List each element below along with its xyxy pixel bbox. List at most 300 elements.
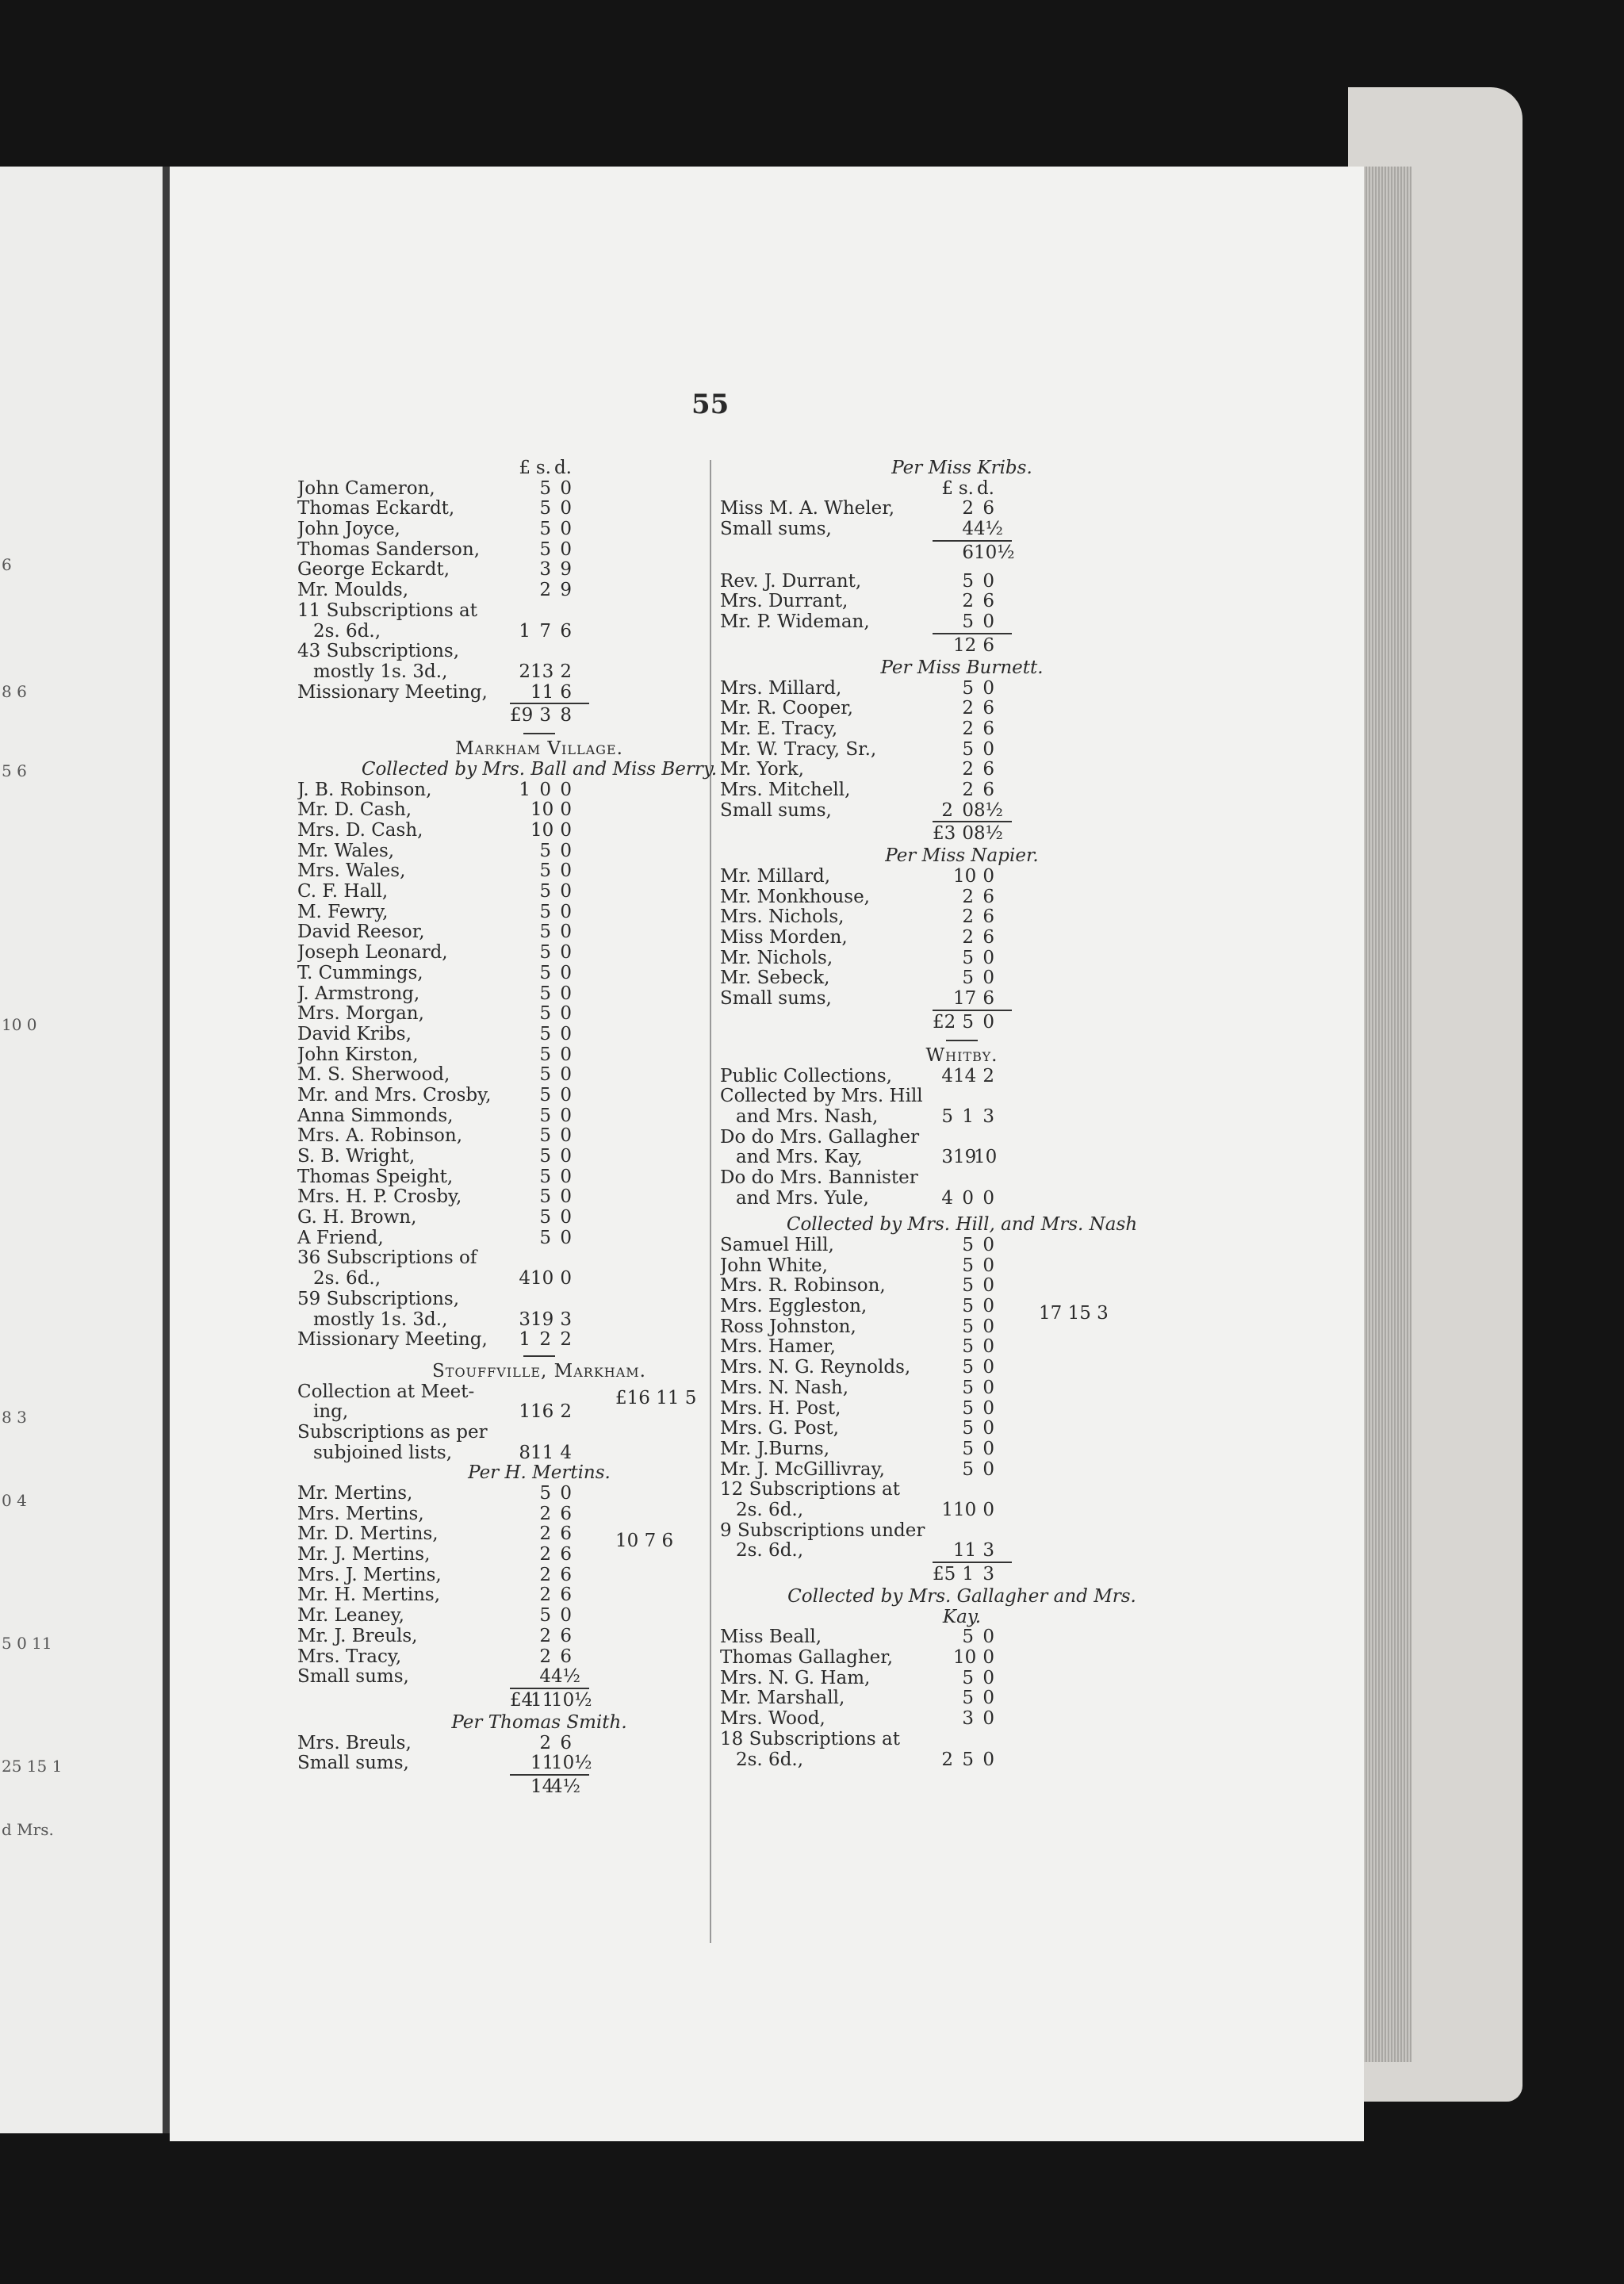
entry-pence: 0	[560, 519, 572, 540]
entry-shillings: 5	[962, 738, 974, 760]
entry-name: Mr. Mertins,	[297, 1484, 413, 1504]
entry-name: Mr. J. Mertins,	[297, 1545, 431, 1565]
entry-pence: 0	[560, 860, 572, 882]
table-row	[297, 1484, 781, 1504]
entry-name: 18 Subscriptions at	[720, 1729, 900, 1749]
table-row	[720, 1730, 1204, 1750]
entry-name: Joseph Leonard,	[297, 943, 448, 964]
mertins-total	[510, 1688, 592, 1713]
section-subheading: Per Miss Burnett.	[880, 657, 1044, 678]
table-row	[297, 1248, 781, 1269]
total-value: 6	[962, 542, 974, 563]
napier-total	[933, 1010, 1012, 1035]
entry-pence: 0	[982, 1316, 994, 1337]
entry-shillings: 5	[962, 1357, 974, 1378]
total-value: 4½	[551, 1776, 580, 1798]
entry-pence: 0	[560, 901, 572, 922]
table-row	[720, 679, 1204, 699]
entry-pence: 0	[560, 779, 572, 800]
left-column	[297, 458, 781, 1799]
table-row	[720, 948, 1204, 969]
entry-pence: 0	[982, 1647, 994, 1669]
entry-pence: 0	[982, 1499, 994, 1520]
entry-shillings: 5	[962, 1749, 974, 1770]
section-rule	[523, 733, 555, 734]
entry-name: T. Cummings,	[297, 963, 423, 983]
entry-name: J. B. Robinson,	[297, 780, 432, 800]
entry-name: C. F. Hall,	[297, 882, 389, 902]
table-row	[720, 1750, 1204, 1771]
entry-shillings: 19	[530, 1309, 554, 1330]
entry-shillings: 5	[962, 1255, 974, 1276]
entry-name: Mrs. G. Post,	[720, 1419, 839, 1439]
entry-shillings: 2	[962, 718, 974, 739]
entry-pence: 6	[982, 779, 994, 800]
table-row	[297, 902, 781, 923]
left-page-fragment: d Mrs.	[2, 1820, 54, 1839]
table-row	[297, 1423, 781, 1443]
entry-pence: 0	[560, 1084, 572, 1106]
table-row	[297, 800, 781, 821]
table-row	[297, 1524, 781, 1545]
table-row	[720, 719, 1204, 740]
entry-shillings: 5	[962, 611, 974, 633]
table-row	[297, 499, 781, 519]
entry-pence: 0	[560, 1105, 572, 1126]
total-value: 8	[560, 705, 572, 726]
entry-name: G. H. Brown,	[297, 1208, 417, 1228]
entry-pence: 6	[560, 1732, 572, 1753]
burnett-total	[933, 821, 1012, 846]
left-page-fragment: 6	[2, 555, 12, 574]
entry-name: Small sums,	[720, 989, 832, 1010]
table-row	[297, 540, 781, 561]
entry-shillings: 5	[539, 840, 551, 861]
entry-pounds: 3	[941, 1147, 953, 1168]
entry-pence: 9	[560, 580, 572, 601]
entry-pence: 0	[560, 1044, 572, 1065]
entry-name: Thomas Eckardt,	[297, 499, 455, 519]
table-row	[297, 1086, 781, 1106]
entry-pence: 0	[982, 1708, 994, 1730]
section-heading: Whitby.	[925, 1044, 998, 1066]
entry-shillings: 2	[962, 698, 974, 719]
entry-pence: 3	[982, 1540, 994, 1562]
smith-total	[510, 1774, 589, 1799]
entry-name: M. Fewry,	[297, 902, 389, 922]
total-value: 3	[982, 1564, 994, 1585]
entry-shillings: 2	[539, 1646, 551, 1667]
entry-name: Small sums,	[297, 1667, 409, 1688]
section-subheading: Collected by Mrs. Gallagher and Mrs.	[787, 1586, 1136, 1607]
entry-shillings: 2	[962, 927, 974, 948]
table-row	[297, 1753, 781, 1774]
table-row	[720, 1148, 1204, 1168]
table-row	[297, 1290, 781, 1310]
table-row	[720, 1688, 1204, 1709]
table-row	[720, 1669, 1204, 1689]
entry-pence: 0	[560, 983, 572, 1004]
entry-pence: 6	[982, 591, 994, 612]
entry-name: 59 Subscriptions,	[297, 1289, 460, 1309]
currency-spacer	[720, 479, 933, 500]
entry-shillings: 5	[962, 1688, 974, 1709]
entry-shillings: 2	[539, 1625, 551, 1646]
entry-name: ing,	[313, 1402, 349, 1423]
entry-name: Collected by Mrs. Hill	[720, 1086, 923, 1107]
entry-pence: 0	[560, 1483, 572, 1504]
entry-name: Mr. R. Cooper,	[720, 699, 853, 719]
entry-name: 2s. 6d.,	[736, 1749, 804, 1770]
total-value: 6	[982, 634, 994, 656]
entry-name: Mr. H. Mertins,	[297, 1585, 441, 1606]
entry-name: Mr. Nichols,	[720, 948, 833, 968]
left-page-fragment: 10 0	[2, 1015, 37, 1034]
entry-name: Mr. J. McGillivray,	[720, 1459, 885, 1480]
entry-name: mostly 1s. 3d.,	[313, 1309, 448, 1330]
entry-pence: 0	[982, 1235, 994, 1255]
entry-name: Mr. D. Cash,	[297, 800, 412, 821]
entry-name: A Friend,	[297, 1228, 384, 1248]
entry-shillings: 5	[539, 1605, 551, 1627]
entry-name: mostly 1s. 3d.,	[313, 661, 448, 682]
section-subheading: Per H. Mertins.	[468, 1462, 611, 1484]
entry-shillings: 10	[530, 1268, 554, 1290]
entry-name: subjoined lists,	[313, 1443, 453, 1463]
entry-pence: 6	[560, 681, 572, 703]
entry-name: Mr. J. Breuls,	[297, 1626, 418, 1646]
entry-shillings: 5	[539, 1105, 551, 1126]
table-row	[720, 801, 1204, 822]
table-row	[297, 1627, 781, 1647]
entry-pence: 6	[982, 927, 994, 948]
entry-pence: 4	[560, 1442, 572, 1463]
entry-pounds: 4	[941, 1065, 953, 1086]
entry-shillings: 10	[530, 820, 554, 841]
entry-shillings: 2	[962, 759, 974, 780]
entry-shillings: 2	[962, 886, 974, 907]
table-row	[297, 1147, 781, 1167]
total-value: 10½	[974, 542, 1015, 563]
entry-shillings: 5	[539, 901, 551, 922]
entry-shillings: 11	[530, 681, 554, 703]
entry-pence: 0	[560, 942, 572, 964]
entry-shillings: 1	[962, 1106, 974, 1127]
entry-name: Mrs. Eggleston,	[720, 1297, 868, 1317]
table-row	[297, 1330, 781, 1351]
table-row	[720, 780, 1204, 801]
entry-pence: 0	[560, 881, 572, 902]
entry-pence: 0	[982, 1438, 994, 1459]
entry-pence: 6	[982, 698, 994, 719]
entry-pence: 4½	[551, 1666, 580, 1688]
entry-pence: 6	[560, 1646, 572, 1667]
total-value: 0	[962, 823, 974, 845]
table-row	[297, 601, 781, 622]
entry-pence: 0	[560, 1003, 572, 1025]
entry-pence: 0	[560, 1186, 572, 1208]
entry-name: Mrs. N. G. Reynolds,	[720, 1358, 911, 1378]
entry-pence: 0	[982, 947, 994, 968]
table-row	[720, 1067, 1204, 1087]
entry-name: Mr. W. Tracy, Sr.,	[720, 739, 877, 760]
entry-name: David Reesor,	[297, 922, 425, 943]
entry-shillings: 5	[962, 1397, 974, 1419]
table-row	[297, 1565, 781, 1586]
entry-shillings: 5	[539, 1084, 551, 1106]
entry-shillings: 5	[962, 1235, 974, 1255]
entry-name: 36 Subscriptions of	[297, 1248, 477, 1269]
entry-name: George Eckardt,	[297, 560, 450, 581]
table-row	[297, 622, 781, 642]
entry-pence: 0	[982, 570, 994, 592]
entry-pence: 8½	[974, 799, 1003, 821]
table-row	[297, 1228, 781, 1249]
entry-pence: 0	[560, 840, 572, 861]
entry-pence: 0	[982, 1418, 994, 1439]
entry-shillings: 7	[539, 620, 551, 642]
entry-pence: 6	[560, 1625, 572, 1646]
entry-shillings: 2	[962, 498, 974, 519]
entry-name: Mrs. Wales,	[297, 861, 406, 882]
entry-name: 43 Subscriptions,	[297, 642, 460, 662]
table-row	[720, 968, 1204, 989]
total-value: £2	[933, 1011, 956, 1033]
entry-shillings: 5	[539, 1023, 551, 1044]
entry-pence: 0	[982, 1749, 994, 1770]
entry-name: Mrs. A. Robinson,	[297, 1126, 463, 1147]
entry-pounds: 5	[941, 1106, 953, 1127]
entry-name: David Kribs,	[297, 1024, 412, 1044]
table-row	[297, 1504, 781, 1525]
entry-shillings: 5	[962, 1458, 974, 1480]
entry-pounds: 2	[941, 799, 953, 821]
entry-name: Mrs. R. Robinson,	[720, 1276, 886, 1297]
section-heading: Stouffville, Markham.	[432, 1360, 646, 1382]
entry-shillings: 3	[962, 1708, 974, 1730]
entry-shillings: 5	[539, 922, 551, 943]
section-rule	[523, 1355, 555, 1357]
entry-shillings: 13	[530, 661, 554, 682]
entry-pence: 0	[982, 677, 994, 699]
entry-pence: 0	[560, 1207, 572, 1228]
currency-symbol: d.	[553, 458, 572, 478]
table-row	[297, 984, 781, 1005]
table-row	[720, 1128, 1204, 1148]
entry-shillings: 2	[539, 1329, 551, 1351]
total-value: 5	[962, 1011, 974, 1033]
table-row	[297, 1126, 781, 1147]
table-row	[720, 1189, 1204, 1209]
total-value: £4	[510, 1690, 534, 1711]
entry-shillings: 5	[539, 983, 551, 1004]
entry-shillings: 5	[962, 1377, 974, 1398]
table-row	[720, 1541, 1204, 1562]
entry-name: Rev. J. Durrant,	[720, 571, 862, 592]
entry-shillings: 2	[962, 906, 974, 928]
entry-name: J. Armstrong,	[297, 983, 420, 1004]
entry-name: Mrs. N. Nash,	[720, 1378, 849, 1398]
table-row	[720, 1168, 1204, 1189]
entry-pence: 0	[560, 1268, 572, 1290]
entry-name: 2s. 6d.,	[736, 1500, 804, 1520]
entry-shillings: 2	[962, 779, 974, 800]
table-row	[720, 1107, 1204, 1128]
entry-pence: 0	[982, 1458, 994, 1480]
table-row	[297, 1208, 781, 1228]
entry-pence: 3	[982, 1106, 994, 1127]
entry-pence: 6	[982, 906, 994, 928]
entry-pence: 0	[560, 538, 572, 560]
entry-pence: 0	[560, 962, 572, 983]
entry-name: Thomas Gallagher,	[720, 1648, 894, 1669]
section-subheading: Kay.	[942, 1606, 982, 1627]
kribs-total	[933, 540, 1015, 565]
entry-name: Small sums,	[720, 800, 832, 821]
table-row	[297, 943, 781, 964]
entry-pence: 0	[982, 1255, 994, 1276]
table-row	[720, 1521, 1204, 1542]
entry-shillings: 5	[539, 1064, 551, 1086]
entry-name: and Mrs. Nash,	[736, 1106, 879, 1127]
table-row	[297, 1402, 781, 1423]
entry-pence: 0	[982, 1397, 994, 1419]
entry-name: John Cameron,	[297, 478, 435, 499]
entry-pence: 2	[560, 1401, 572, 1423]
section-subheading: Collected by Mrs. Hill, and Mrs. Nash	[786, 1214, 1138, 1236]
table-row	[720, 499, 1204, 519]
entry-shillings: 5	[539, 498, 551, 519]
table-row	[720, 1317, 1204, 1338]
left-page-fragment: 5 6	[2, 761, 27, 780]
entry-shillings: 5	[962, 1438, 974, 1459]
entry-name: 2s. 6d.,	[313, 1269, 381, 1290]
table-row	[720, 1337, 1204, 1358]
table-row	[297, 642, 781, 662]
table-row	[297, 1734, 781, 1754]
entry-name: Ross Johnston,	[720, 1316, 856, 1337]
entry-shillings: 5	[539, 1125, 551, 1147]
entry-pounds: 8	[519, 1442, 530, 1463]
section-rule	[946, 1040, 978, 1041]
entry-name: Mrs. Mertins,	[297, 1504, 424, 1524]
entry-pence: 0	[982, 968, 994, 989]
entry-pounds: 2	[519, 661, 530, 682]
entry-name: Collection at Meet-	[297, 1382, 475, 1402]
entry-name: Mrs. Durrant,	[720, 592, 848, 612]
stouffville-outer-total: 10 7 6	[615, 1531, 674, 1551]
currency-symbol: s.	[958, 477, 974, 499]
entry-name: Mr. Wales,	[297, 841, 395, 861]
entry-pence: 0	[982, 1688, 994, 1709]
entry-name: Mr. P. Wideman,	[720, 612, 870, 633]
entry-name: 2s. 6d.,	[313, 621, 381, 642]
entry-name: Mr. J.Burns,	[720, 1439, 830, 1459]
table-row	[720, 928, 1204, 948]
entry-shillings: 2	[539, 1544, 551, 1565]
entry-name: Public Collections,	[720, 1066, 892, 1086]
entry-pence: 10½	[551, 1753, 592, 1774]
entry-name: and Mrs. Kay,	[736, 1148, 863, 1168]
entry-pence: 0	[560, 1023, 572, 1044]
entry-name: Mr. York,	[720, 760, 804, 780]
entry-pence: 6	[560, 1544, 572, 1565]
entry-name: Mrs. Morgan,	[297, 1004, 424, 1025]
total-value: 12	[953, 634, 977, 656]
currency-symbol: s.	[535, 458, 551, 478]
entry-pence: 2	[560, 1329, 572, 1351]
entry-name: Mrs. J. Mertins,	[297, 1565, 442, 1585]
entry-shillings: 3	[539, 559, 551, 581]
table-row	[720, 1709, 1204, 1730]
entry-name: Mrs. N. G. Ham,	[720, 1668, 871, 1688]
table-row	[297, 922, 781, 943]
entry-shillings: 5	[962, 947, 974, 968]
entry-pence: 2	[982, 1065, 994, 1086]
entry-pence: 6	[560, 1523, 572, 1545]
entry-shillings: 5	[539, 1227, 551, 1248]
left-page-fragment: 8 3	[2, 1408, 27, 1427]
section-subheading: Collected by Mrs. Ball and Miss Berry.	[361, 758, 718, 780]
table-row	[297, 683, 781, 703]
entry-name: Small sums,	[297, 1753, 409, 1774]
entry-name: Mrs. Nichols,	[720, 907, 845, 928]
entry-shillings: 16	[530, 1401, 554, 1423]
entry-shillings: 11	[530, 1442, 554, 1463]
entry-pence: 6	[560, 1503, 572, 1524]
table-row	[297, 1045, 781, 1066]
total-value: £9	[510, 705, 534, 726]
entry-name: Mrs. Wood,	[720, 1709, 825, 1730]
durrant-total	[933, 633, 1012, 658]
entry-shillings: 5	[539, 519, 551, 540]
table-row	[297, 1667, 781, 1688]
table-row	[297, 519, 781, 540]
entry-shillings: 10	[953, 1647, 977, 1669]
table-row	[720, 592, 1204, 612]
table-row	[297, 821, 781, 841]
entry-name: Mrs. Millard,	[720, 678, 842, 699]
total-value: £5	[933, 1564, 956, 1585]
entry-pounds: 4	[519, 1268, 530, 1290]
entry-shillings: 2	[539, 580, 551, 601]
section-subheading: Per Miss Kribs.	[891, 458, 1032, 478]
total-value: £3	[933, 823, 956, 845]
entry-pence: 0	[982, 1275, 994, 1297]
left-page-fragment: 5 0 11	[2, 1634, 52, 1653]
entry-name: John Joyce,	[297, 519, 400, 540]
entry-name: 12 Subscriptions at	[720, 1480, 900, 1500]
table-row	[720, 1256, 1204, 1277]
entry-shillings: 10	[953, 866, 977, 887]
table-row	[720, 1419, 1204, 1439]
entry-name: Mr. Sebeck,	[720, 968, 830, 989]
entry-pence: 0	[560, 1125, 572, 1147]
entry-name: Subscriptions as per	[297, 1422, 488, 1443]
entry-name: Miss Morden,	[720, 928, 848, 948]
entry-pence: 0	[560, 1064, 572, 1086]
entry-name: Mr. E. Tracy,	[720, 719, 838, 739]
table-row	[720, 1297, 1204, 1317]
entry-pence: 0	[560, 1227, 572, 1248]
entry-shillings: 5	[962, 1418, 974, 1439]
page-block-edges	[1364, 167, 1411, 2062]
entry-shillings: 5	[539, 881, 551, 902]
table-row	[297, 1382, 781, 1403]
currency-symbol: £	[941, 477, 953, 499]
entry-pounds: 1	[519, 1329, 530, 1351]
entry-name: Small sums,	[720, 519, 832, 540]
